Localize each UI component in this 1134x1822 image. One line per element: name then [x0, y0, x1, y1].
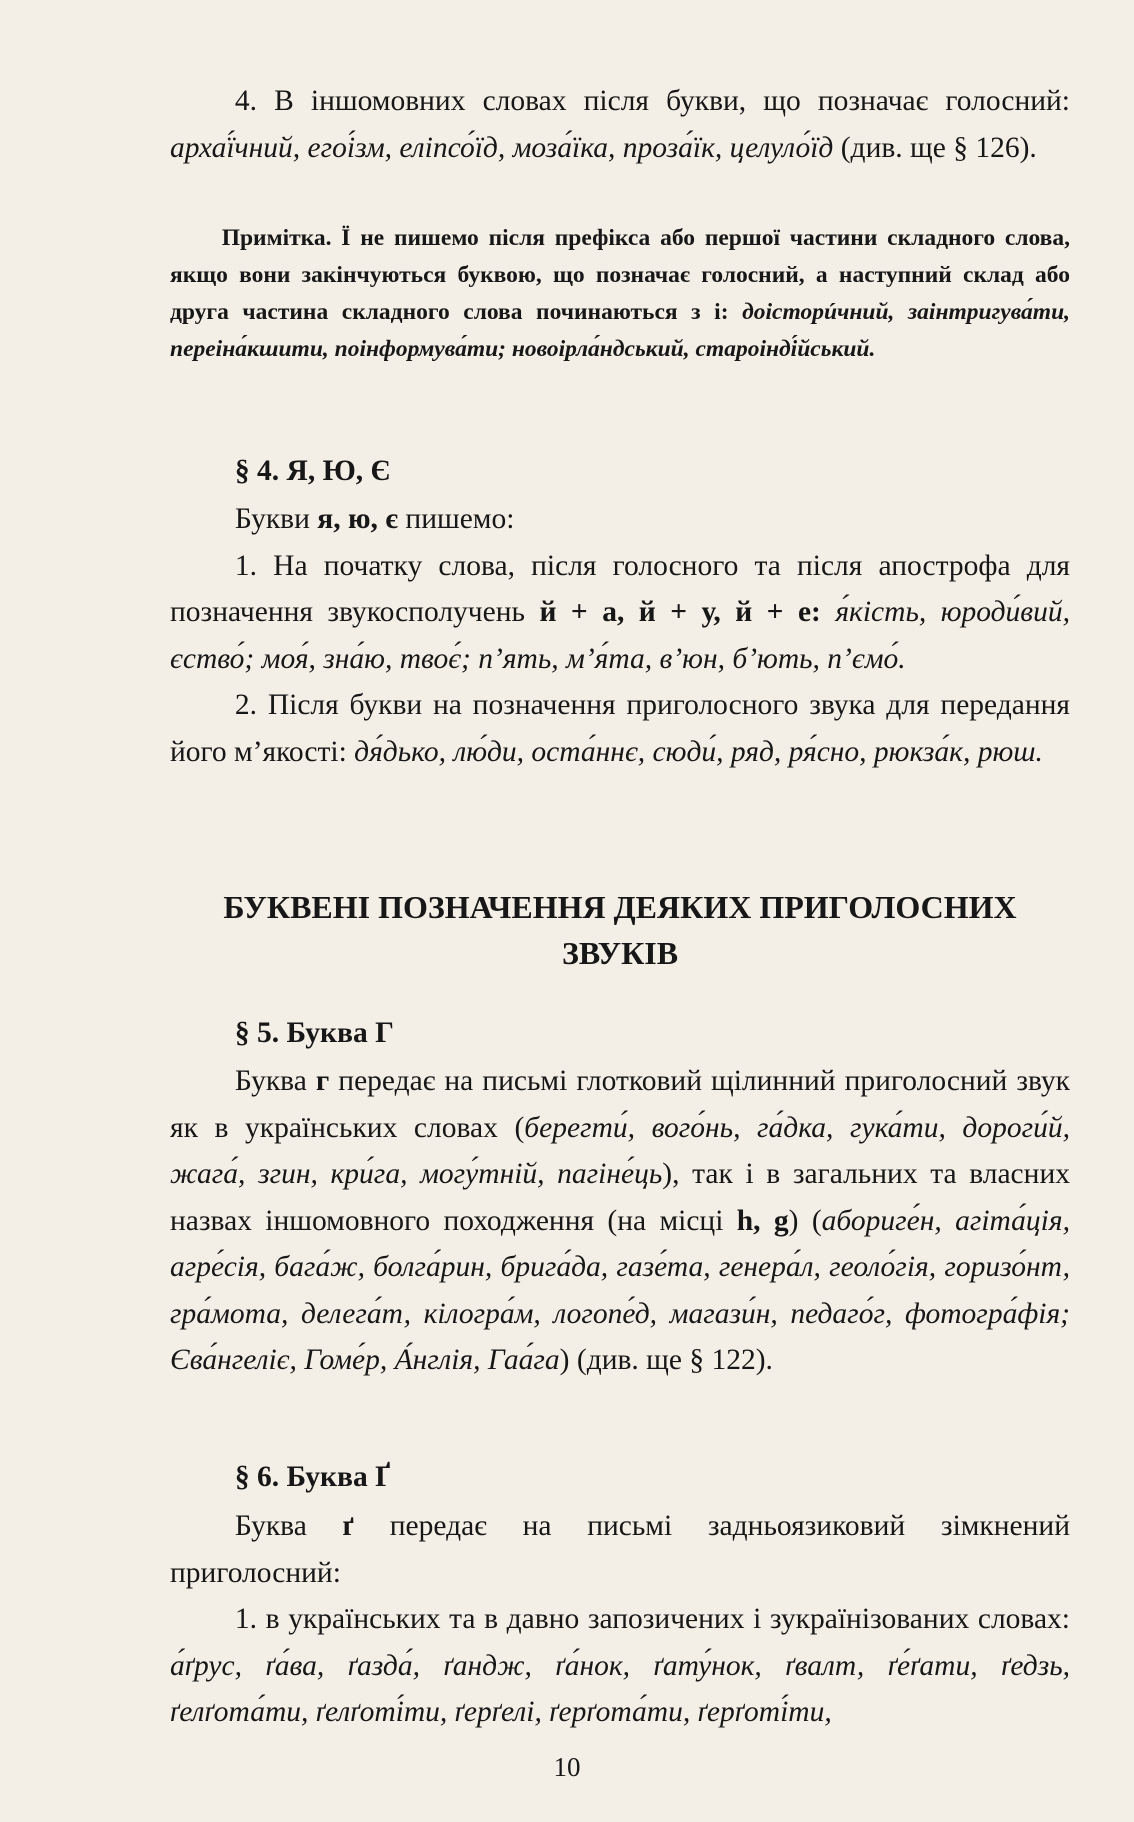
chapter-heading: [170, 884, 1070, 976]
item-4-tail: (див. ще § 126).: [833, 131, 1037, 164]
section-6-p2-examples: а́ґрус, ґа́ва, ґазда́, ґандж, ґа́нок, ґату́нок, ґвалт, ґе́ґати, ґедзь, ґелґота́ти, ґелґоті́ти, ґерґелі, ґерґота́ти, ґерґоті́ти,: [170, 1649, 1070, 1728]
section-4-p2-examples: дя́дько, лю́ди, оста́ннє, сюди́, ряд, ря́сно, рюкза́к, рюш.: [354, 735, 1043, 768]
item-4-number: 4.: [234, 85, 258, 117]
chapter-heading-line2: ЗВУКІВ: [561, 935, 679, 971]
item-4-lead: В іншомовних словах після букви, що позначає голосний:: [274, 85, 1071, 117]
section-5-title: § 5. Буква Г: [234, 1017, 394, 1049]
page-number: 10: [553, 1752, 581, 1782]
section-5-examples-1: берегти́, вого́нь, га́дка, гука́ти, дороги́й, жага́, згин, кри́га, могу́тній, пагіне́ць: [170, 1111, 1070, 1190]
section-5-latin-letters: h, g: [736, 1204, 789, 1237]
chapter-heading-line1: БУКВЕНІ ПОЗНАЧЕННЯ ДЕЯКИХ ПРИГОЛОСНИХ: [223, 889, 1017, 925]
note-examples: доісторúчний, заінтригува́ти, переіна́кшити, поінформува́ти; новоірла́ндський, староінді́йський.: [170, 299, 1071, 362]
section-6-letter: ґ: [342, 1510, 355, 1542]
section-6-p2-lead: 1. в українських та в давно запозичених і зукраїнізованих словах:: [234, 1603, 1070, 1635]
section-5-letter: г: [315, 1065, 330, 1097]
section-5-text-d: ) (див. ще § 122).: [559, 1344, 773, 1376]
section-5-text-c: ) (: [788, 1204, 822, 1237]
item-4-examples: архаї́чний, егоі́зм, еліпсо́їд, моза́їка, проза́їк, целуло́їд: [170, 131, 834, 164]
section-6-body: [170, 1503, 1070, 1736]
section-4-letters: я, ю, є: [317, 503, 399, 535]
section-4-body: [170, 496, 1070, 775]
section-6-tail: передає на письмі задньоязиковий зімкнений приголосний:: [170, 1510, 1071, 1589]
section-4-intro-tail: пишемо:: [398, 503, 515, 535]
section-4-p2-lead: 2. Після букви на позначення приголосного звука для передання його м’якості:: [170, 689, 1070, 768]
section-5-body: [170, 1058, 1070, 1384]
section-6-lead: Буква: [234, 1510, 343, 1542]
note-paragraph: [170, 220, 1070, 368]
section-5-examples-2: абориге́н, агіта́ція, агре́сія, бага́ж, болга́рин, брига́да, газе́та, генера́л, геоло́гія, горизо́нт, гра́мота, делега́т, кілогра́м, логопе́д, магази́н, педаго́г, фотогра́фія; Єва́нгеліє, Гоме́р, А́нглія, Гаа́га: [170, 1204, 1070, 1376]
section-4-title: § 4. Я, Ю, Є: [234, 455, 391, 487]
section-4-p1-combos: й + а, й + у, й + е:: [539, 596, 821, 628]
section-5-text-b: ), так і в загальних та власних назвах іншомовного походження (на місці: [170, 1158, 1070, 1237]
note-label: Примітка.: [221, 225, 332, 251]
section-4-p1-lead: 1. На початку слова, після голосного та після апострофа для позначення звукосполучень: [170, 549, 1070, 628]
section-5-text-a: передає на письмі глотковий щілинний приголосний звук як в українських словах (: [170, 1065, 1070, 1144]
section-5-lead: Буква: [234, 1065, 316, 1097]
item-4-paragraph: [170, 78, 1070, 171]
section-4-intro-lead: Букви: [234, 503, 318, 535]
section-6-title: § 6. Буква Ґ: [234, 1461, 391, 1493]
note-text: Ї не пишемо після префікса або першої частини складного слова, якщо вони закінчуються буквою, що позначає голосний, а наступний склад або друга частина складного слова починаються з і:: [170, 225, 1070, 325]
section-4-p1-examples: я́кість, юроди́вий, єство́; моя́, зна́ю, твоє́; п’ять, м’я́та, в’юн, б’ють, п’ємо́.: [170, 596, 1070, 675]
